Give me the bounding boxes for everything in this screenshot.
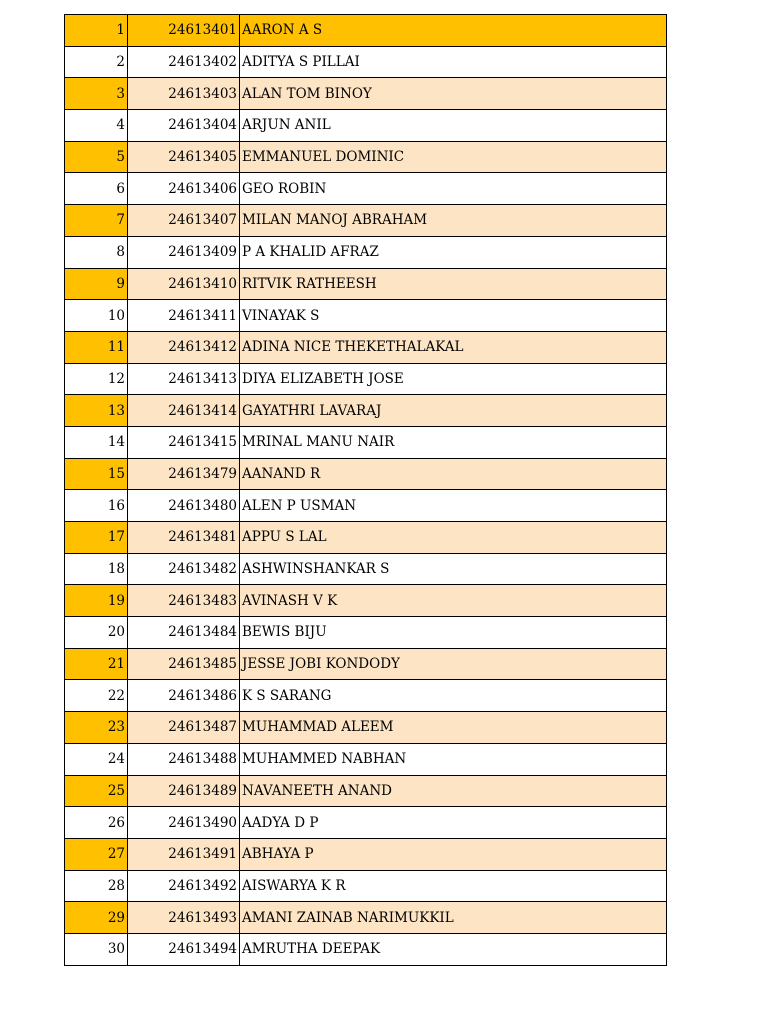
- serial-number-cell: 23: [65, 712, 128, 744]
- roll-number-cell: 24613489: [128, 775, 240, 807]
- table-row: [65, 300, 667, 332]
- table-row: [65, 743, 667, 775]
- table-row: [65, 775, 667, 807]
- roll-number-cell: 24613406: [128, 173, 240, 205]
- student-name-cell: VINAYAK S: [240, 300, 667, 332]
- student-name-cell: AVINASH V K: [240, 585, 667, 617]
- student-name-cell: EMMANUEL DOMINIC: [240, 141, 667, 173]
- roll-number-cell: 24613486: [128, 680, 240, 712]
- student-name-cell: MILAN MANOJ ABRAHAM: [240, 205, 667, 237]
- student-name-cell: K S SARANG: [240, 680, 667, 712]
- student-name-cell: ADINA NICE THEKETHALAKAL: [240, 331, 667, 363]
- roll-number-cell: 24613490: [128, 807, 240, 839]
- student-name-cell: ALEN P USMAN: [240, 490, 667, 522]
- student-name-cell: NAVANEETH ANAND: [240, 775, 667, 807]
- student-name-cell: JESSE JOBI KONDODY: [240, 648, 667, 680]
- serial-number-cell: 2: [65, 46, 128, 78]
- serial-number-cell: 15: [65, 458, 128, 490]
- roll-number-cell: 24613404: [128, 110, 240, 142]
- roll-number-cell: 24613487: [128, 712, 240, 744]
- student-name-cell: ADITYA S PILLAI: [240, 46, 667, 78]
- roll-number-cell: 24613483: [128, 585, 240, 617]
- table-row: [65, 490, 667, 522]
- student-name-cell: MUHAMMED NABHAN: [240, 743, 667, 775]
- table-row: [65, 110, 667, 142]
- student-name-cell: ABHAYA P: [240, 838, 667, 870]
- roll-number-cell: 24613482: [128, 553, 240, 585]
- table-row: [65, 870, 667, 902]
- serial-number-cell: 18: [65, 553, 128, 585]
- table-row: [65, 173, 667, 205]
- serial-number-cell: 17: [65, 522, 128, 554]
- table-row: [65, 522, 667, 554]
- table-row: [65, 585, 667, 617]
- student-name-cell: P A KHALID AFRAZ: [240, 236, 667, 268]
- roll-number-cell: 24613409: [128, 236, 240, 268]
- student-name-cell: AMRUTHA DEEPAK: [240, 933, 667, 965]
- serial-number-cell: 5: [65, 141, 128, 173]
- table-row: [65, 205, 667, 237]
- student-name-cell: RITVIK RATHEESH: [240, 268, 667, 300]
- table-row: [65, 363, 667, 395]
- roll-number-cell: 24613479: [128, 458, 240, 490]
- serial-number-cell: 29: [65, 902, 128, 934]
- serial-number-cell: 7: [65, 205, 128, 237]
- student-name-cell: AADYA D P: [240, 807, 667, 839]
- serial-number-cell: 13: [65, 395, 128, 427]
- table-row: [65, 680, 667, 712]
- roll-number-cell: 24613485: [128, 648, 240, 680]
- roll-number-cell: 24613407: [128, 205, 240, 237]
- table-row: [65, 395, 667, 427]
- serial-number-cell: 27: [65, 838, 128, 870]
- serial-number-cell: 12: [65, 363, 128, 395]
- serial-number-cell: 20: [65, 617, 128, 649]
- serial-number-cell: 1: [65, 15, 128, 47]
- serial-number-cell: 30: [65, 933, 128, 965]
- table-row: [65, 712, 667, 744]
- student-name-cell: GAYATHRI LAVARAJ: [240, 395, 667, 427]
- roll-number-cell: 24613480: [128, 490, 240, 522]
- serial-number-cell: 16: [65, 490, 128, 522]
- roll-number-cell: 24613405: [128, 141, 240, 173]
- student-name-cell: APPU S LAL: [240, 522, 667, 554]
- student-name-cell: MRINAL MANU NAIR: [240, 426, 667, 458]
- student-name-cell: ASHWINSHANKAR S: [240, 553, 667, 585]
- student-name-cell: DIYA ELIZABETH JOSE: [240, 363, 667, 395]
- roll-number-cell: 24613493: [128, 902, 240, 934]
- table-row: [65, 807, 667, 839]
- table-row: [65, 236, 667, 268]
- table-row: [65, 933, 667, 965]
- student-name-cell: BEWIS BIJU: [240, 617, 667, 649]
- roll-number-cell: 24613488: [128, 743, 240, 775]
- student-name-cell: AMANI ZAINAB NARIMUKKIL: [240, 902, 667, 934]
- student-name-cell: ARJUN ANIL: [240, 110, 667, 142]
- roll-number-cell: 24613415: [128, 426, 240, 458]
- roll-number-cell: 24613402: [128, 46, 240, 78]
- table-row: [65, 46, 667, 78]
- serial-number-cell: 14: [65, 426, 128, 458]
- table-row: [65, 553, 667, 585]
- serial-number-cell: 22: [65, 680, 128, 712]
- roll-number-cell: 24613492: [128, 870, 240, 902]
- table-row: [65, 331, 667, 363]
- serial-number-cell: 21: [65, 648, 128, 680]
- student-name-cell: AARON A S: [240, 15, 667, 47]
- student-name-cell: AISWARYA K R: [240, 870, 667, 902]
- roll-number-cell: 24613481: [128, 522, 240, 554]
- student-name-cell: MUHAMMAD ALEEM: [240, 712, 667, 744]
- serial-number-cell: 3: [65, 78, 128, 110]
- table-row: [65, 15, 667, 47]
- roll-number-cell: 24613412: [128, 331, 240, 363]
- roll-number-cell: 24613410: [128, 268, 240, 300]
- table-row: [65, 268, 667, 300]
- serial-number-cell: 25: [65, 775, 128, 807]
- serial-number-cell: 9: [65, 268, 128, 300]
- roll-number-cell: 24613494: [128, 933, 240, 965]
- serial-number-cell: 4: [65, 110, 128, 142]
- serial-number-cell: 26: [65, 807, 128, 839]
- serial-number-cell: 24: [65, 743, 128, 775]
- student-list-body: [65, 15, 667, 966]
- roll-number-cell: 24613413: [128, 363, 240, 395]
- student-name-cell: AANAND R: [240, 458, 667, 490]
- student-name-cell: ALAN TOM BINOY: [240, 78, 667, 110]
- table-row: [65, 617, 667, 649]
- serial-number-cell: 28: [65, 870, 128, 902]
- roll-number-cell: 24613403: [128, 78, 240, 110]
- table-row: [65, 458, 667, 490]
- serial-number-cell: 19: [65, 585, 128, 617]
- table-row: [65, 426, 667, 458]
- roll-number-cell: 24613414: [128, 395, 240, 427]
- serial-number-cell: 8: [65, 236, 128, 268]
- table-row: [65, 78, 667, 110]
- table-row: [65, 838, 667, 870]
- serial-number-cell: 10: [65, 300, 128, 332]
- serial-number-cell: 6: [65, 173, 128, 205]
- student-list-table: [64, 14, 667, 966]
- table-row: [65, 648, 667, 680]
- roll-number-cell: 24613491: [128, 838, 240, 870]
- roll-number-cell: 24613484: [128, 617, 240, 649]
- serial-number-cell: 11: [65, 331, 128, 363]
- table-row: [65, 902, 667, 934]
- table-row: [65, 141, 667, 173]
- roll-number-cell: 24613401: [128, 15, 240, 47]
- roll-number-cell: 24613411: [128, 300, 240, 332]
- student-name-cell: GEO ROBIN: [240, 173, 667, 205]
